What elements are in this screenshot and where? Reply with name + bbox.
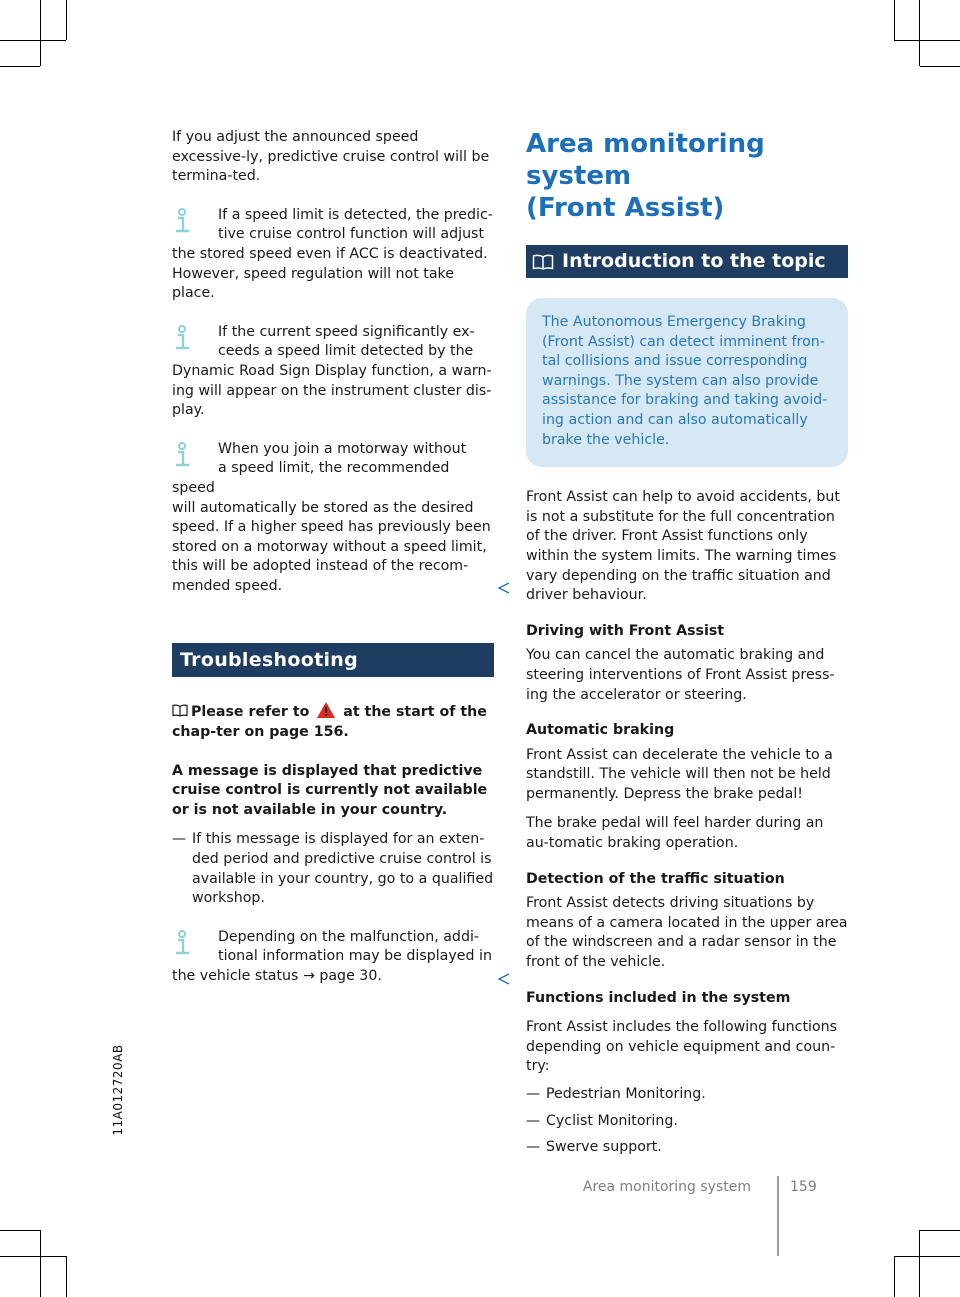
note-text: tive cruise control function will adjust [218,226,485,243]
paragraph: Front Assist detects driving situations by means of a camera located in the upper area of the windscreen and a radar sensor in the front of the vehicle. [526,895,848,971]
note-text: the vehicle status [172,968,299,984]
note-text: will automatically be stored as the desired speed. If a higher speed has previously been stored on a motorway without a speed limit, this will be adopted instead of the recom-mended speed. [172,499,491,594]
info-note [172,440,494,597]
crop-mark [66,1256,67,1297]
teaser-box: The Autonomous Emergency Braking (Front Assist) can detect imminent fron-tal collisions and issue corresponding warnings. The system can also provide assistance for braking and taking avoid-ing action and can also automatically brake the vehicle. [526,298,848,467]
info-note [172,323,494,421]
info-icon [172,930,192,956]
book-icon [532,254,554,270]
chapter-title: (Front Assist) [526,193,725,223]
paragraph: Front Assist can decelerate the vehicle to a standstill. The vehicle will then not be held permanently. Depress the brake pedal! [526,746,833,802]
subheading: Functions included in the system [526,989,791,1006]
section-title-troubleshooting: Troubleshooting [172,643,494,677]
end-of-section-icon [498,973,510,985]
crop-mark [919,0,920,66]
document-code: 11A012720AB [111,1044,125,1136]
note-text: Depending on the malfunction, addi- [218,928,480,945]
note-text: the stored speed even if ACC is deactivated. However, speed regulation will not take place. [172,245,488,302]
info-note [172,928,494,987]
refer-note: Please refer to at the start of the chap-ter on page 156. [172,701,494,742]
subheading: Automatic braking [526,722,675,739]
info-note [172,206,494,304]
subheading: Detection of the traffic situation [526,870,785,887]
left-column [172,128,494,987]
crop-mark [40,0,41,66]
info-icon [172,442,192,468]
note-text: a speed limit, the recommended speed [172,460,450,496]
paragraph: You can cancel the automatic braking and steering interventions of Front Assist press-ing the accelerator or steering. [526,647,835,703]
note-text: If a speed limit is detected, the predic- [218,206,493,223]
paragraph: Front Assist includes the following functions depending on vehicle equipment and coun-try: [526,1019,838,1075]
introduction-bar [526,245,848,278]
arrow-icon: → [302,968,315,984]
page-footer [0,1176,960,1256]
paragraph: The brake pedal will feel harder during an au-tomatic braking operation. [526,815,824,852]
crop-mark [894,1256,960,1257]
note-text: When you join a motorway without [218,440,467,457]
crop-mark [894,0,895,40]
crop-mark [0,66,40,67]
note-text: ceeds a speed limit detected by the [218,343,474,360]
book-icon [172,704,188,717]
crop-mark [66,0,67,40]
subheading: Driving with Front Assist [526,622,725,639]
list-item: — If this message is displayed for an exten-ded period and predictive cruise control is available in your country, go to a qualified workshop. [172,831,494,907]
note-text: Dynamic Road Sign Display function, a warn-ing will appear on the instrument cluster dis-play. [172,362,492,419]
chapter-title: Area monitoring system [526,129,765,191]
end-of-section-icon [498,582,510,594]
footer-divider [777,1176,779,1256]
footer-section-name: Area monitoring system [582,1179,751,1195]
paragraph: Front Assist can help to avoid accidents, but is not a substitute for the full concentration of the driver. Front Assist functions only within the system limits. The warning times vary depending on the traffic situation and driver behaviour. [526,489,840,604]
introduction-title: Introduction to the topic [562,250,826,272]
crop-mark [894,40,960,41]
crop-mark [0,1256,66,1257]
note-text: tional information may be displayed in [218,948,492,965]
crop-mark [894,1256,895,1297]
note-text: If the current speed significantly ex- [218,323,475,340]
crop-mark [0,40,66,41]
list-item: — Swerve support. [526,1139,662,1156]
right-column [526,128,848,1158]
list-item: — Cyclist Monitoring. [526,1112,678,1129]
page-number: 159 [790,1179,817,1195]
warning-triangle-icon [316,701,336,719]
paragraph: If you adjust the announced speed excessive-ly, predictive cruise control will be termina-ted. [172,129,490,185]
list-item: — Pedestrian Monitoring. [526,1086,706,1102]
info-icon [172,325,192,351]
info-icon [172,208,192,234]
page-reference-link[interactable]: page 30. [319,968,382,984]
message-heading: A message is displayed that predictive cruise control is currently not available or is not available in your country. [172,762,488,818]
crop-mark [920,66,960,67]
